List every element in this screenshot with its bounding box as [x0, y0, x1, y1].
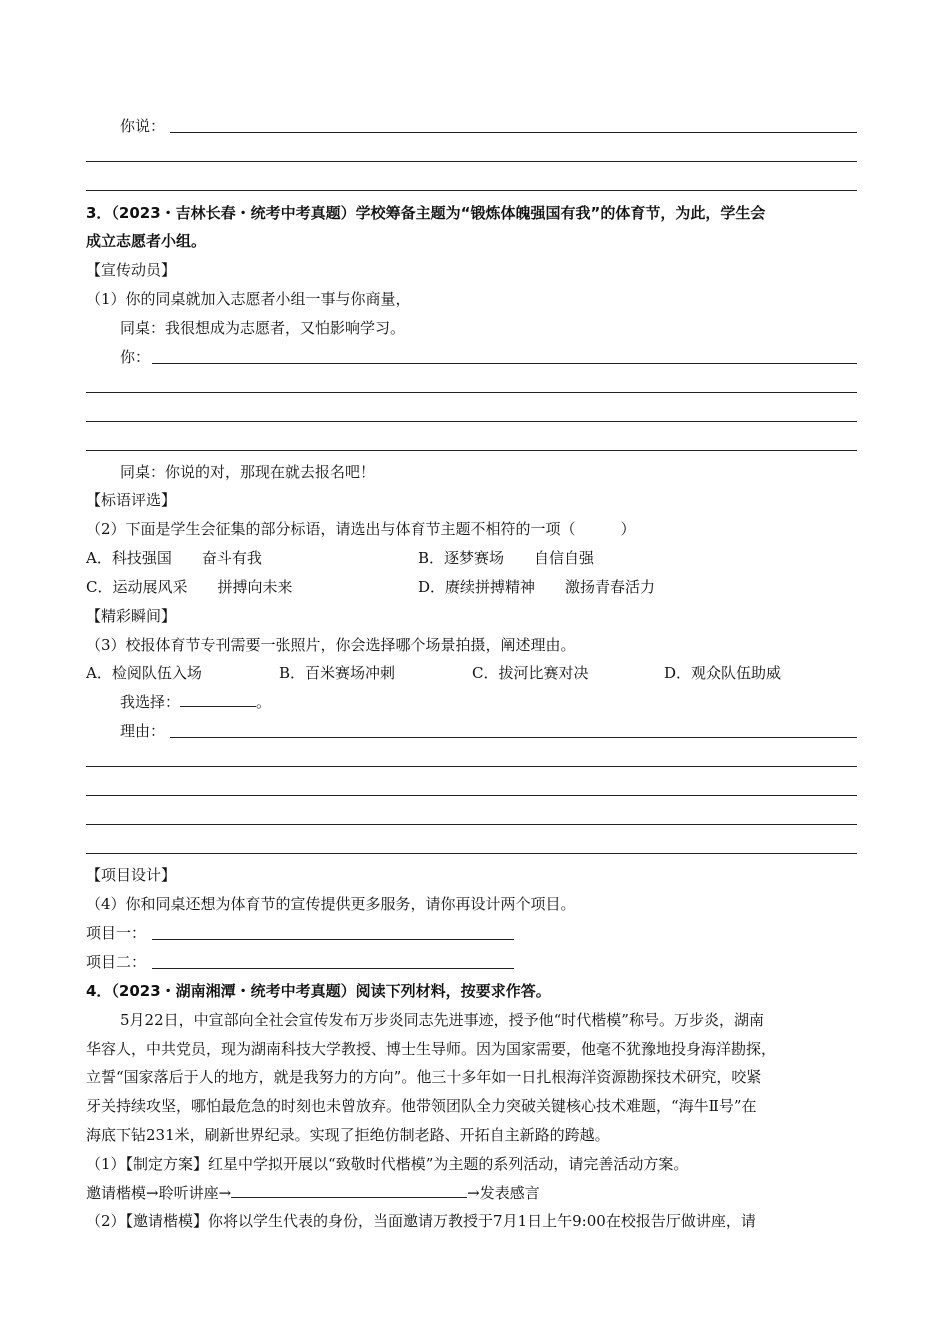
- answer-line: [86, 450, 857, 451]
- material-paragraph: 华容人，中共党员，现为湖南科技大学教授、博士生导师。因为国家需要，他毫不犹豫地投身海洋勘探，: [86, 1040, 777, 1058]
- material-paragraph: 立誓“国家落后于人的地方，就是我努力的方向”。他三十多年如一日扎根海洋资源勘探技术研究，咬紧: [86, 1068, 762, 1086]
- option-c: C．运动展风采 拼搏向未来: [86, 578, 293, 596]
- scene-b: B．百米赛场冲刺: [279, 664, 396, 682]
- section-slogan: 【标语评选】: [86, 491, 177, 509]
- flow-end: →发表感言: [467, 1184, 540, 1202]
- project-1-label: 项目一：: [86, 924, 147, 942]
- answer-line: [86, 824, 857, 825]
- answer-line: [170, 132, 857, 133]
- scene-d: D．观众队伍助威: [664, 664, 782, 682]
- option-d: D．赓续拼搏精神 激扬青春活力: [418, 578, 656, 596]
- answer-line: [86, 795, 857, 796]
- answer-line: [170, 737, 857, 738]
- choice-blank: [180, 692, 256, 707]
- q4-part1-prompt: （1）【制定方案】红星中学拟开展以“致敬时代楷模”为主题的系列活动，请完善活动方案。: [86, 1155, 689, 1173]
- q3-part2-prompt: （2）下面是学生会征集的部分标语，请选出与体育节主题不相符的一项（ ）: [86, 520, 636, 538]
- q4-part2-prompt: （2）【邀请楷模】你将以学生代表的身份，当面邀请万教授于7月1日上午9:00在校报告厅做讲座，请: [86, 1212, 756, 1230]
- activity-flow: [86, 1183, 540, 1203]
- flow-blank: [231, 1183, 467, 1198]
- question-4-heading: 4．（2023・湖南湘潭・统考中考真题）阅读下列材料，按要求作答。: [86, 982, 551, 1000]
- reason-label: 理由：: [120, 722, 166, 740]
- choose-end: 。: [256, 693, 272, 711]
- project-2-label: 项目二：: [86, 953, 147, 971]
- you-label: 你：: [120, 348, 151, 366]
- option-a: A．科技强国 奋斗有我: [86, 549, 262, 567]
- q3-part3-prompt: （3）校报体育节专刊需要一张照片，你会选择哪个场景拍摄，阐述理由。: [86, 636, 576, 654]
- answer-line: [152, 939, 514, 940]
- material-paragraph: 5月22日，中宣部向全社会宣传发布万步炎同志先进事迹，授予他“时代楷模”称号。万步炎，湖南: [120, 1011, 764, 1029]
- answer-line: [152, 968, 514, 969]
- answer-line: [86, 853, 857, 854]
- deskmate-line-1: 同桌：我很想成为志愿者，又怕影响学习。: [120, 319, 406, 337]
- question-3-heading-cont: 成立志愿者小组。: [86, 232, 207, 250]
- choose-label: 我选择：: [120, 693, 181, 711]
- answer-line: [86, 161, 857, 162]
- section-publicity: 【宣传动员】: [86, 261, 177, 279]
- option-b: B．逐梦赛场 自信自强: [418, 549, 595, 567]
- material-paragraph: 牙关持续攻坚，哪怕最危急的时刻也未曾放弃。他带领团队全力突破关键核心技术难题，“海牛Ⅱ号”在: [86, 1097, 757, 1115]
- question-3-heading: 3．（2023・吉林长春・统考中考真题）学校筹备主题为“锻炼体魄强国有我”的体育节，为此，学生会: [86, 204, 766, 222]
- answer-line: [152, 363, 857, 364]
- q3-part1-prompt: （1）你的同桌就加入志愿者小组一事与你商量，: [86, 290, 411, 308]
- you-say-label: 你说：: [120, 117, 166, 135]
- answer-line: [86, 766, 857, 767]
- section-project: 【项目设计】: [86, 866, 177, 884]
- section-moments: 【精彩瞬间】: [86, 607, 177, 625]
- answer-line: [86, 392, 857, 393]
- deskmate-line-2: 同桌：你说的对，那现在就去报名吧！: [120, 463, 376, 481]
- q3-part4-prompt: （4）你和同桌还想为体育节的宣传提供更多服务，请你再设计两个项目。: [86, 895, 576, 913]
- flow-start: 邀请楷模→聆听讲座→: [86, 1184, 232, 1202]
- answer-line: [86, 421, 857, 422]
- material-paragraph: 海底下钻231米，刷新世界纪录。实现了拒绝仿制老路、开拓自主新路的跨越。: [86, 1126, 610, 1144]
- choose-line: [120, 692, 271, 712]
- scene-c: C．拔河比赛对决: [472, 664, 589, 682]
- scene-a: A．检阅队伍入场: [86, 664, 202, 682]
- answer-line: [86, 190, 857, 191]
